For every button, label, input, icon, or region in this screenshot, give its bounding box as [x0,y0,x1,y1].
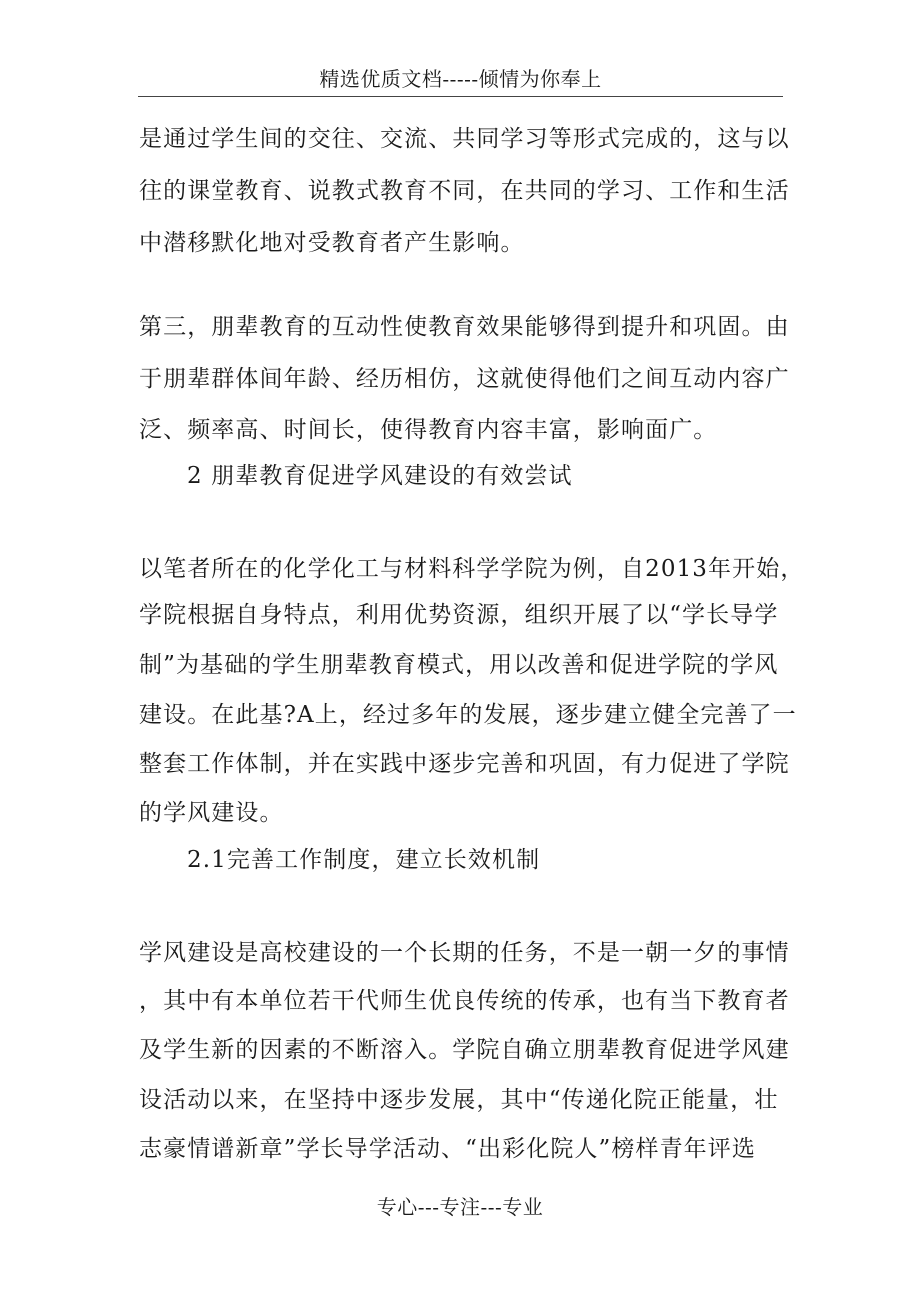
paragraph-line: 的学风建设。 [139,800,284,826]
paragraph-line: 学院根据自身特点，利用优势资源，组织开展了以“学长导学 [139,602,779,628]
paragraph-line: 志豪情谱新章”学长导学活动、“出彩化院人”榜样青年评选 [139,1136,756,1162]
paragraph-line: 设活动以来，在坚持中逐步发展，其中“传递化院正能量，壮 [139,1087,779,1113]
paragraph-line: ，其中有本单位若干代师生优良传统的传承，也有当下教育者 [139,988,790,1014]
paragraph-line: 以笔者所在的化学化工与材料科学学院为例，自2013年开始， [139,556,805,582]
paragraph-line: 泛、频率高、时间长，使得教育内容丰富，影响面广。 [139,417,718,443]
paragraph-line: 第三，朋辈教育的互动性使教育效果能够得到提升和巩固。由 [139,314,790,340]
section-heading: 2 朋辈教育促进学风建设的有效尝试 [187,463,573,489]
paragraph-line: 及学生新的因素的不断溶入。学院自确立朋辈教育促进学风建 [139,1037,790,1063]
paragraph-line: 于朋辈群体间年龄、经历相仿，这就使得他们之间互动内容广 [139,366,790,392]
paragraph-line: 建设。在此基?A上，经过多年的发展，逐步建立健全完善了一 [139,702,797,728]
paragraph-line: 学风建设是高校建设的一个长期的任务，不是一朝一夕的事情 [139,940,790,966]
paragraph-line: 往的课堂教育、说教式教育不同，在共同的学习、工作和生活 [139,178,790,204]
subsection-heading: 2.1完善工作制度，建立长效机制 [187,847,541,873]
paragraph-line: 中潜移默化地对受教育者产生影响。 [139,230,525,256]
paragraph-line: 整套工作体制，并在实践中逐步完善和巩固，有力促进了学院 [139,751,790,777]
page-header: 精选优质文档-----倾情为你奉上 [138,62,783,97]
paragraph-line: 制”为基础的学生朋辈教育模式，用以改善和促进学院的学风 [139,652,779,678]
page-footer: 专心---专注---专业 [376,1195,544,1219]
paragraph-line: 是通过学生间的交往、交流、共同学习等形式完成的，这与以 [139,126,790,152]
